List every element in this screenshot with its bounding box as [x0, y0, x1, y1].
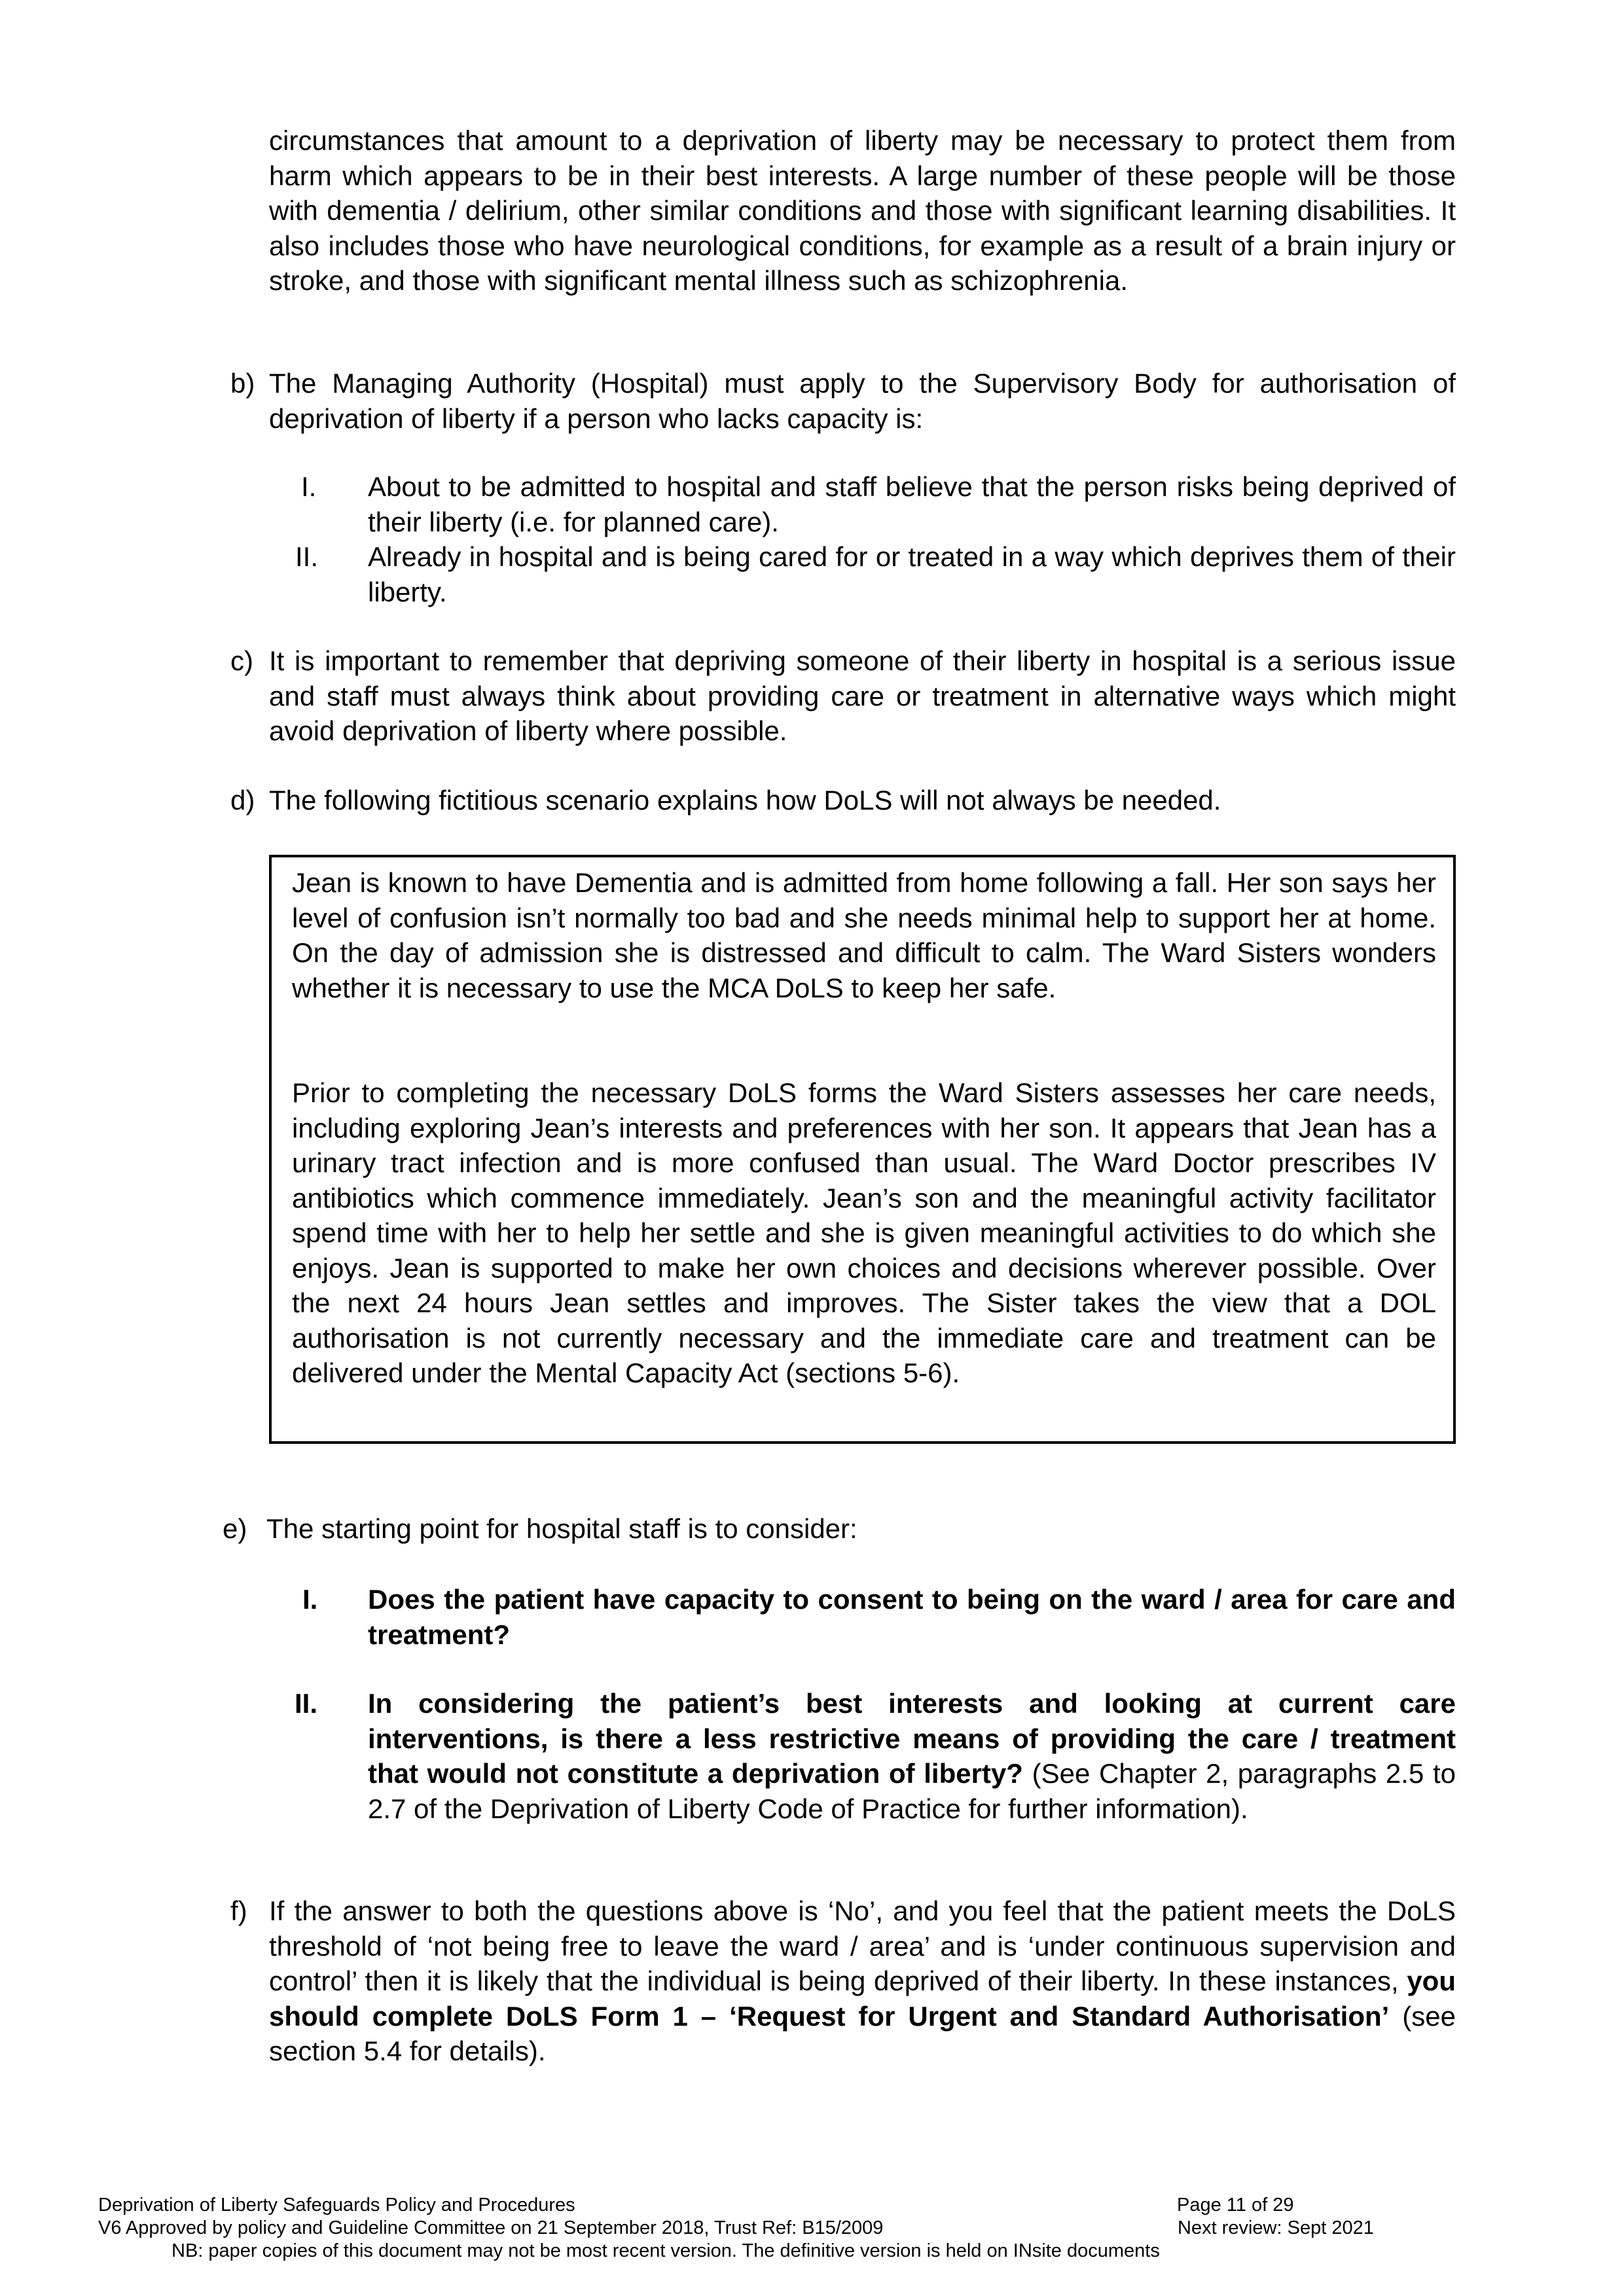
item-e-label: e): [223, 1513, 247, 1544]
item-b-label: b): [230, 368, 255, 399]
item-f-text-part-1: If the answer to both the questions above is ‘No’, and you feel that the patient meets the DoLS threshold of ‘not being free to leave the ward / area’ and is ‘under continuous supervision and control’ then it is likely that the individual is being deprived of their liberty. In these instances,: [269, 1895, 1456, 1996]
item-c-text: It is important to remember that depriving someone of their liberty in hospital is a serious issue and staff must always think about providing care or treatment in alternative ways which might avoid deprivation of liberty where possible.: [269, 645, 1456, 746]
item-b-text: The Managing Authority (Hospital) must apply to the Supervisory Body for authorisation of deprivation of liberty if a person who lacks capacity is:: [269, 368, 1456, 434]
item-b-numeral-2: II.: [295, 541, 319, 572]
item-b-subitem-2: Already in hospital and is being cared for or treated in a way which deprives them of their liberty.: [368, 541, 1456, 607]
item-d-label: d): [230, 785, 255, 816]
footer-doc-title: Deprivation of Liberty Safeguards Policy and Procedures: [98, 2195, 575, 2215]
footer-page-number: Page 11 of 29: [1177, 2195, 1294, 2215]
item-f-text-bold: you should complete DoLS Form 1 – ‘Request for Urgent and Standard Authorisation’: [269, 1965, 1456, 2032]
item-e-subitem-2: [368, 1686, 1456, 1826]
item-b-numeral-1: I.: [301, 471, 317, 502]
scenario-paragraph-2: Prior to completing the necessary DoLS forms the Ward Sisters assesses her care needs, including exploring Jean’s interests and preferences with her son. It appears that Jean has a urinary tract infection and is more confused than usual. The Ward Doctor prescribes IV antibiotics which commence immediately. Jean’s son and the meaningful activity facilitator spend time with her to help her settle and she is given meaningful activities to do which she enjoys. Jean is supported to make her own choices and decisions wherever possible. Over the next 24 hours Jean settles and improves. The Sister takes the view that a DOL authorisation is not currently necessary and the immediate care and treatment can be delivered under the Mental Capacity Act (sections 5-6).: [292, 1077, 1436, 1388]
item-f-text: [269, 1893, 1456, 2069]
footer-note: NB: paper copies of this document may not be most recent version. The definitive version is held on INsite documents: [171, 2240, 1160, 2261]
item-f-text-part-2: (see section 5.4 for details).: [269, 2000, 1456, 2066]
item-e-text: The starting point for hospital staff is to consider:: [266, 1513, 857, 1544]
item-e-subitem-1: [368, 1582, 1456, 1652]
item-e-numeral-1: I.: [302, 1584, 318, 1615]
scenario-paragraph-1: Jean is known to have Dementia and is admitted from home following a fall. Her son says her level of confusion isn’t normally too bad and she needs minimal help to support her at home. On the day of admission she is distressed and difficult to calm. The Ward Sisters wonders whether it is necessary to use the MCA DoLS to keep her safe.: [292, 867, 1436, 1003]
footer-approval: V6 Approved by policy and Guideline Committee on 21 September 2018, Trust Ref: B15/2009: [98, 2217, 884, 2238]
item-e-subitem-2-note: (See Chapter 2, paragraphs 2.5 to 2.7 of the Deprivation of Liberty Code of Practice for further information).: [368, 1758, 1456, 1824]
item-e-subitem-2-question: In considering the patient’s best interests and looking at current care interventions, is there a less restrictive means of providing the care / treatment that would not constitute a deprivation of liberty?: [368, 1688, 1456, 1789]
item-c-label: c): [230, 645, 253, 676]
intro-paragraph: circumstances that amount to a deprivation of liberty may be necessary to protect them from harm which appears to be in their best interests. A large number of these people will be those with dementia / delirium, other similar conditions and those with significant learning disabilities. It also includes those who have neurological conditions, for example as a result of a brain injury or stroke, and those with significant mental illness such as schizophrenia.: [269, 125, 1456, 296]
item-d-text: The following fictitious scenario explains how DoLS will not always be needed.: [269, 785, 1221, 816]
item-f-label: f): [230, 1895, 247, 1926]
item-e-subitem-1-question: Does the patient have capacity to consent to being on the ward / area for care and treatment?: [368, 1584, 1456, 1650]
footer-review-date: Next review: Sept 2021: [1178, 2217, 1374, 2238]
item-e-numeral-2: II.: [295, 1688, 318, 1719]
item-b-subitem-1: About to be admitted to hospital and staff believe that the person risks being deprived of their liberty (i.e. for planned care).: [368, 471, 1456, 537]
